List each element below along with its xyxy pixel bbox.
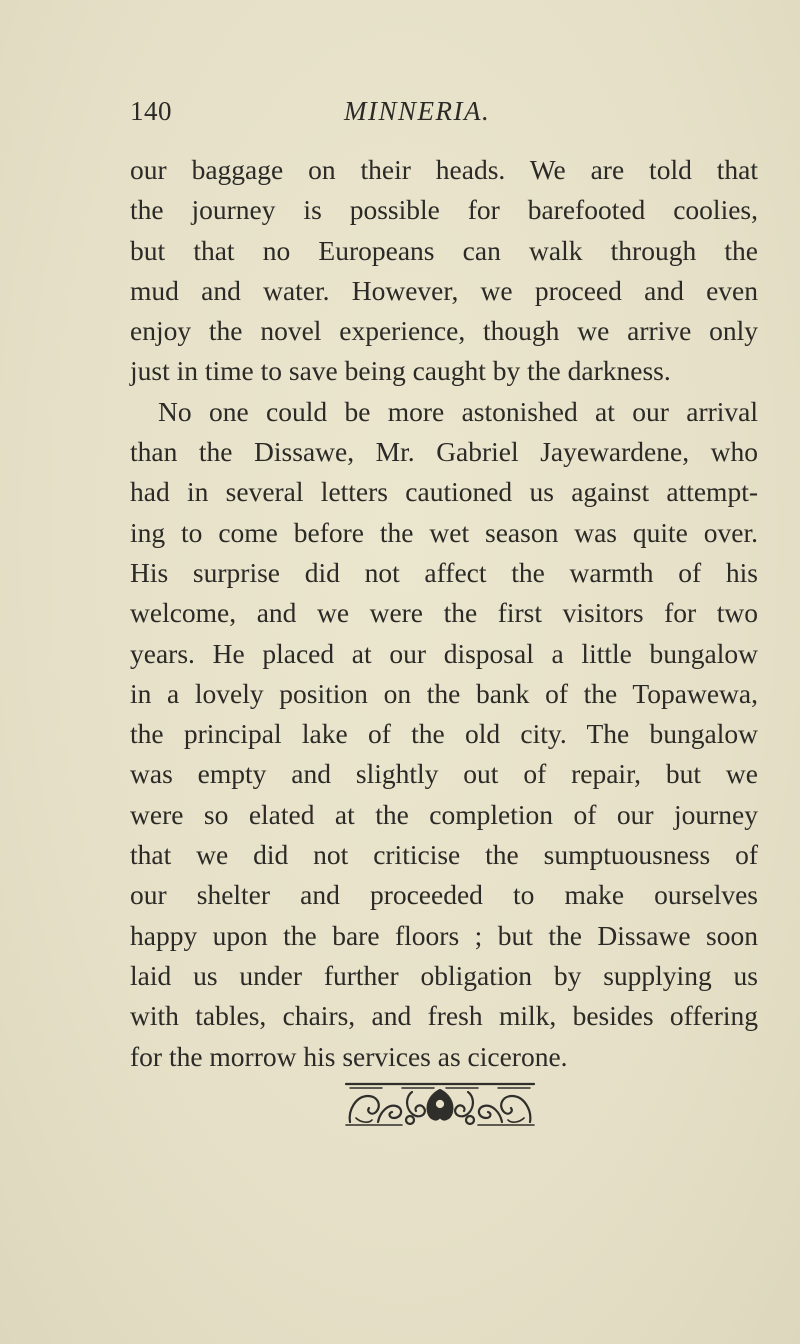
text-line: the principal lake of the old city. The bungalow	[130, 718, 758, 750]
text-line: the journey is possible for barefooted coolies,	[130, 194, 758, 226]
tailpiece-ornament-icon	[342, 1078, 538, 1128]
text-line: happy upon the bare floors ; but the Dissawe soon	[130, 919, 758, 951]
text-line: were so elated at the completion of our journey	[130, 798, 758, 830]
text-line: with tables, chairs, and fresh milk, besides offering	[130, 1000, 758, 1032]
text-line: enjoy the novel experience, though we arrive only	[130, 315, 758, 347]
running-head	[130, 96, 690, 136]
text-line: years. He placed at our disposal a little bungalow	[130, 637, 758, 669]
text-line: just in time to save being caught by the darkness.	[130, 355, 671, 387]
text-line: was empty and slightly out of repair, but we	[130, 758, 758, 790]
running-title: MINNERIA.	[344, 96, 491, 126]
text-line: laid us under further obligation by supplying us	[130, 959, 758, 991]
text-line: in a lovely position on the bank of the Topawewa,	[130, 677, 758, 709]
text-line: for the morrow his services as cicerone.	[130, 1040, 568, 1072]
text-line: mud and water. However, we proceed and even	[130, 274, 758, 306]
page-number: 140	[130, 96, 172, 126]
text-line: but that no Europeans can walk through the	[130, 234, 758, 266]
text-line: that we did not criticise the sumptuousness of	[130, 839, 758, 871]
text-line: No one could be more astonished at our arrival	[158, 395, 758, 427]
text-line: His surprise did not affect the warmth of his	[130, 556, 758, 588]
text-line: ing to come before the wet season was quite over.	[130, 516, 758, 548]
body-text	[130, 150, 758, 1077]
text-line: had in several letters cautioned us against attempt-	[130, 476, 758, 508]
text-line: our shelter and proceeded to make ourselves	[130, 879, 758, 911]
text-line: our baggage on their heads. We are told that	[130, 154, 758, 185]
text-line: welcome, and we were the first visitors for two	[130, 597, 758, 629]
text-line: than the Dissawe, Mr. Gabriel Jayewardene, who	[130, 436, 758, 468]
